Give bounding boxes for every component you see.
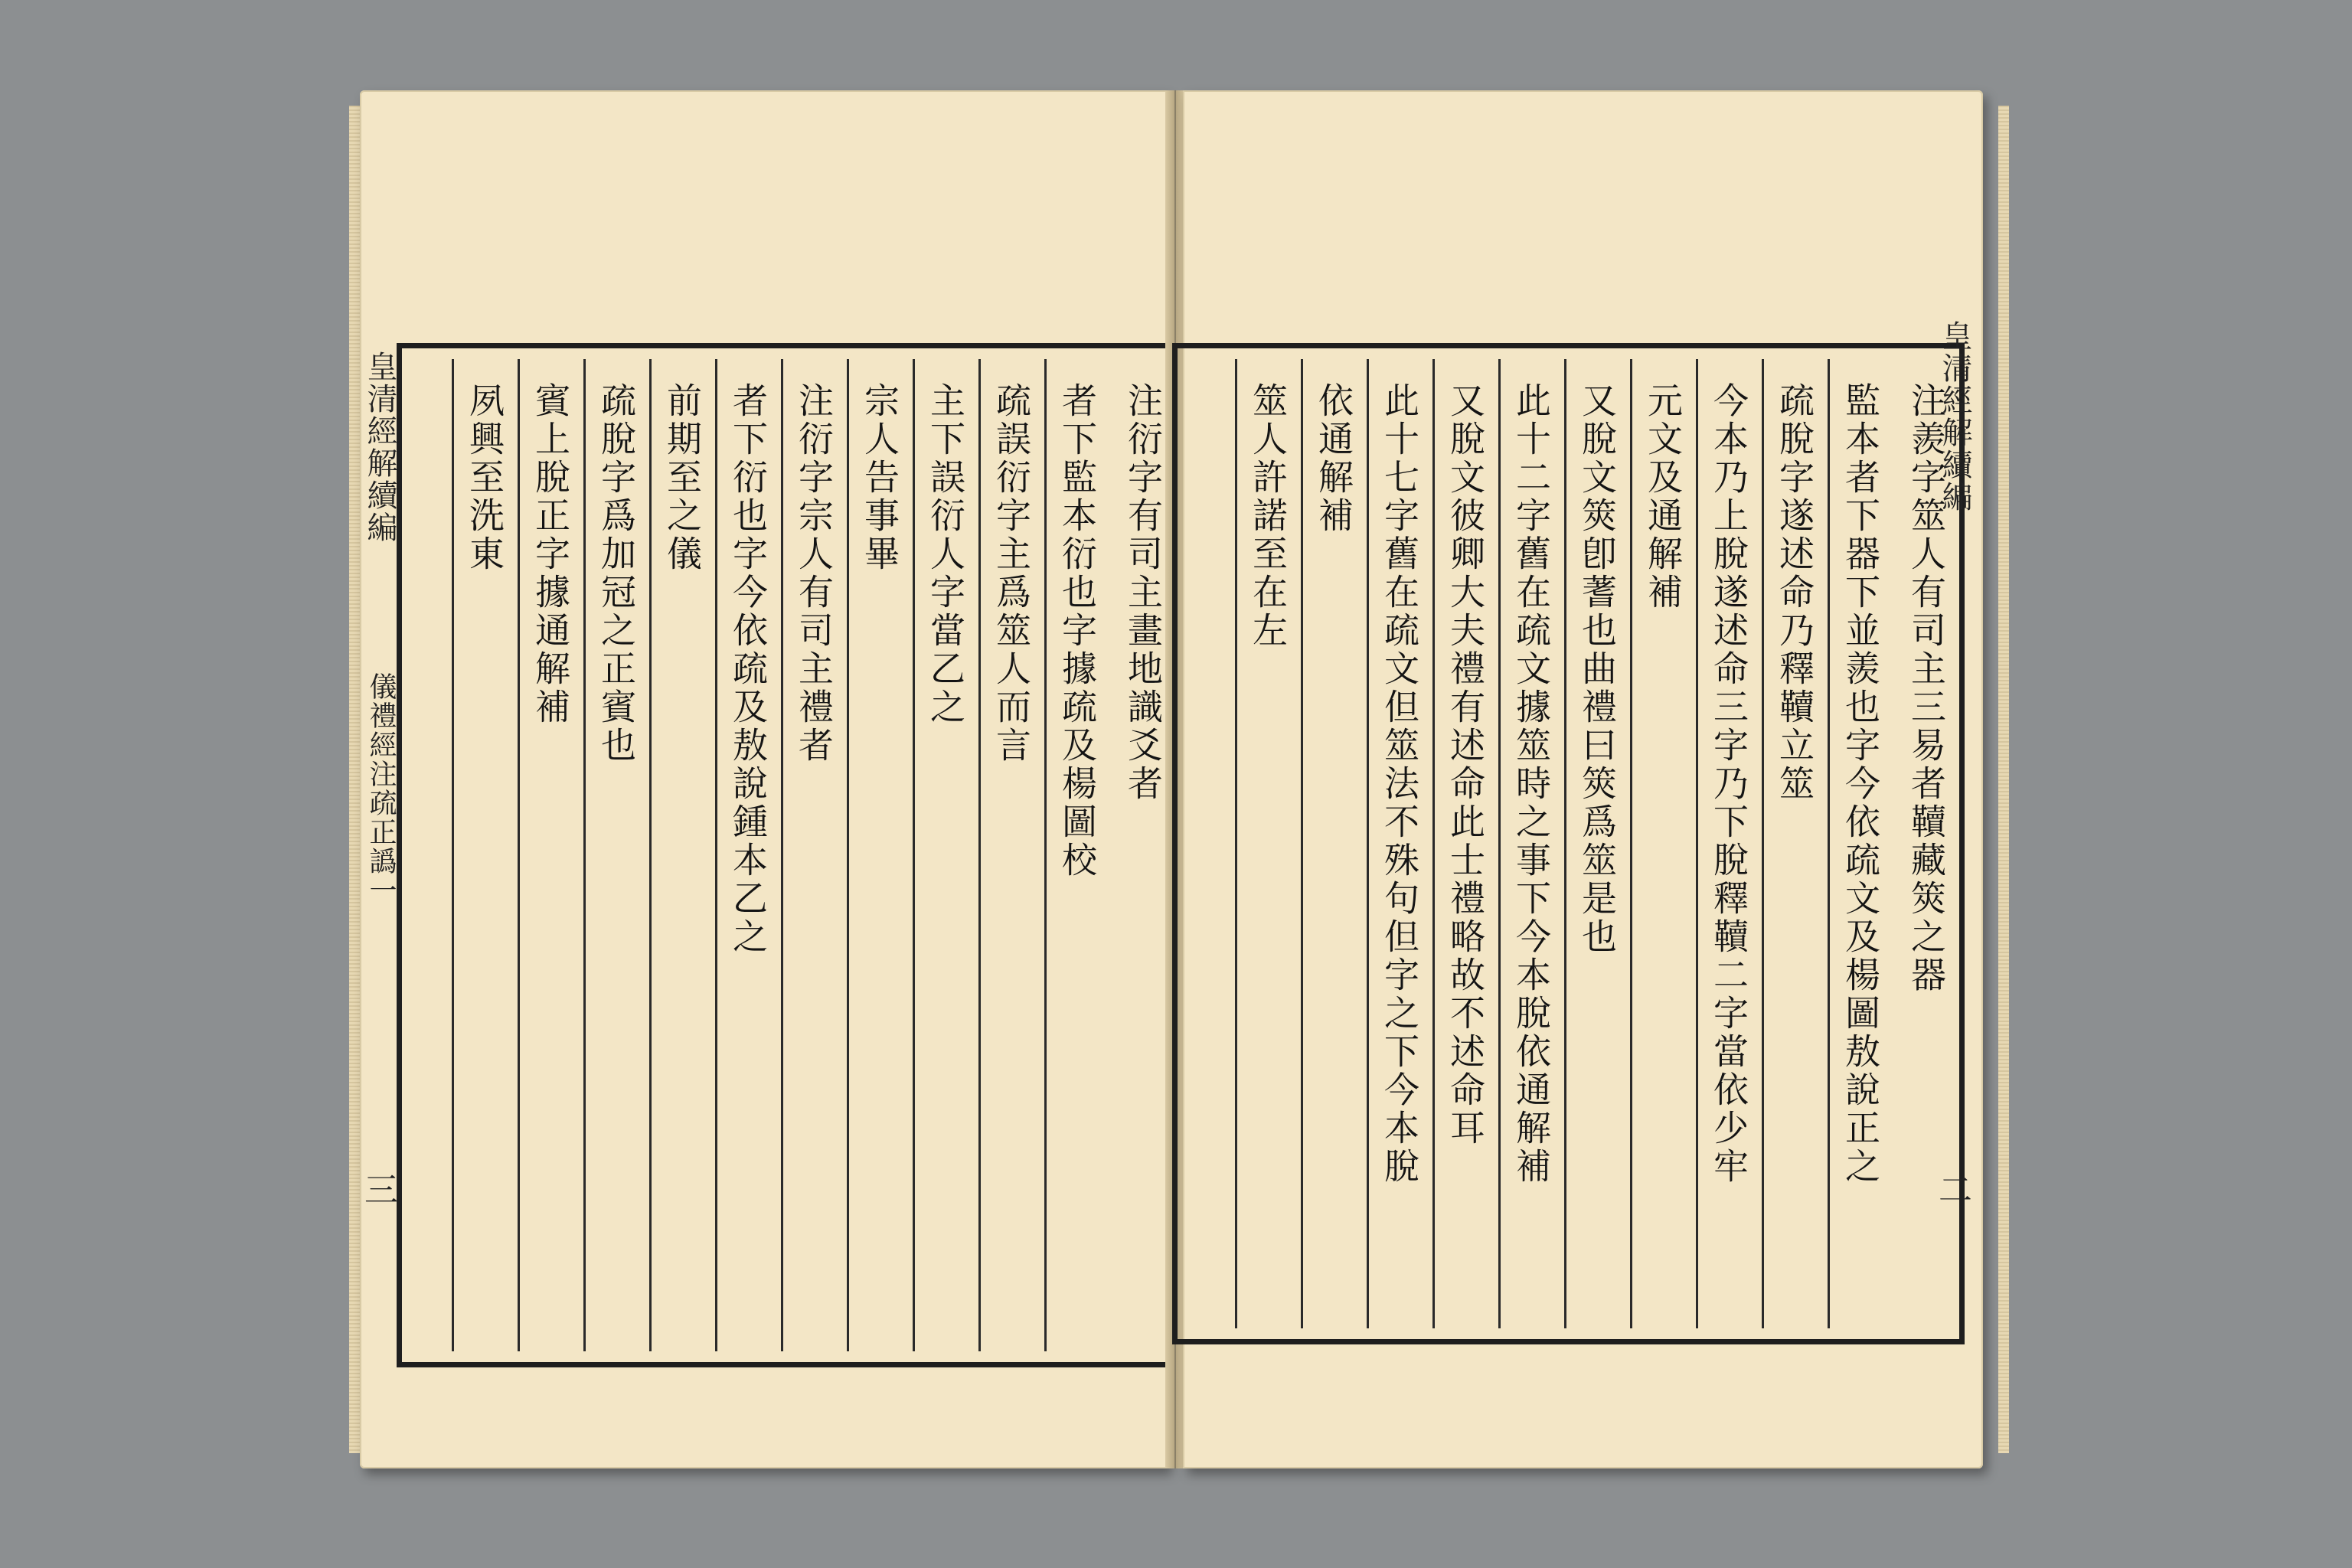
right-col-10: 依通解補 bbox=[1301, 359, 1367, 1328]
left-margin-chapter: 儀禮經注疏正譌一 bbox=[365, 672, 397, 905]
right-text-frame bbox=[1172, 343, 1965, 1344]
left-col-9: 疏脫字爲加冠之正賓也 bbox=[583, 359, 649, 1351]
page-edges-left bbox=[349, 106, 360, 1453]
left-text-frame bbox=[397, 343, 1181, 1367]
left-col-3: 疏誤衍字主爲筮人而言 bbox=[978, 359, 1044, 1351]
right-col-6: 又脫文筴卽蓍也曲禮曰筴爲筮是也 bbox=[1564, 359, 1630, 1328]
right-col-7: 此十二字舊在疏文據筮時之事下今本脫依通解補 bbox=[1498, 359, 1564, 1328]
right-col-2: 監本者下器下並羨也字今依疏文及楊圖敖說正之 bbox=[1828, 359, 1893, 1328]
page-edges-right bbox=[1998, 106, 2009, 1453]
right-col-5: 元文及通解補 bbox=[1630, 359, 1696, 1328]
right-col-4: 今本乃上脫遂述命三字乃下脫釋韇二字當依少牢 bbox=[1696, 359, 1762, 1328]
right-margin-book-title: 皇清經解續編 bbox=[1937, 320, 1972, 513]
left-col-4: 主下誤衍人字當乙之 bbox=[913, 359, 978, 1351]
right-col-3: 疏脫字遂述命乃釋韇立筮 bbox=[1762, 359, 1828, 1328]
left-col-2: 者下監本衍也字據疏及楊圖校 bbox=[1044, 359, 1110, 1351]
right-col-8: 又脫文彼卿大夫禮有述命此士禮略故不述命耳 bbox=[1432, 359, 1498, 1328]
left-page bbox=[360, 90, 1168, 1468]
left-margin-book-title: 皇清經解續編 bbox=[362, 351, 397, 544]
right-folio: 二 bbox=[1939, 1171, 1972, 1210]
left-col-7: 者下衍也字今依疏及敖說鍾本乙之 bbox=[715, 359, 781, 1351]
left-col-1: 注衍字有司主畫地識爻者 bbox=[1122, 382, 1164, 803]
left-col-8: 前期至之儀 bbox=[649, 359, 715, 1351]
left-col-10: 賓上脫正字據通解補 bbox=[518, 359, 583, 1351]
right-col-11: 筮人許諾至在左 bbox=[1235, 359, 1301, 1328]
right-col-1: 注羨字筮人有司主三易者韇藏筴之器 bbox=[1906, 382, 1947, 995]
left-col-11: 夙興至洗東 bbox=[452, 359, 518, 1351]
right-col-9: 此十七字舊在疏文但筮法不殊句但字之下今本脫 bbox=[1367, 359, 1432, 1328]
left-col-6: 注衍字宗人有司主禮者 bbox=[781, 359, 847, 1351]
right-page bbox=[1183, 90, 1983, 1468]
left-folio: 三 bbox=[364, 1171, 398, 1210]
open-book bbox=[360, 90, 1998, 1476]
left-col-5: 宗人告事畢 bbox=[847, 359, 913, 1351]
